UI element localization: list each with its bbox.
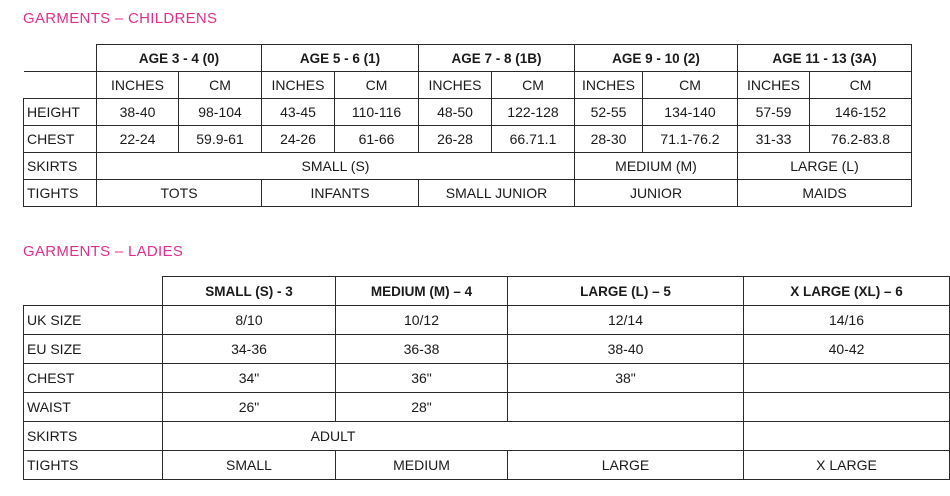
table-cell: 76.2-83.8 — [810, 126, 912, 153]
unit-header: CM — [643, 72, 738, 99]
table-cell: SMALL (S) — [97, 153, 575, 180]
row-label: SKIRTS — [24, 422, 163, 451]
table-cell: 146-152 — [810, 99, 912, 126]
row-label: TIGHTS — [24, 180, 97, 207]
table-cell: 28" — [336, 393, 508, 422]
table-row — [24, 180, 912, 207]
table-cell: MEDIUM (M) — [575, 153, 738, 180]
table-cell: X LARGE — [744, 451, 950, 480]
unit-header: CM — [492, 72, 575, 99]
table-cell: 71.1-76.2 — [643, 126, 738, 153]
age-header: AGE 5 - 6 (1) — [262, 45, 419, 72]
children-heading: GARMENTS – CHILDRENS — [23, 10, 218, 27]
table-cell: LARGE (L) — [738, 153, 912, 180]
table-row — [24, 335, 950, 364]
table-cell: 66.71.1 — [492, 126, 575, 153]
unit-header: INCHES — [575, 72, 643, 99]
table-row — [24, 422, 950, 451]
table-cell: SMALL JUNIOR — [419, 180, 575, 207]
size-header: SMALL (S) - 3 — [163, 277, 336, 306]
children-size-table — [23, 44, 912, 207]
age-header: AGE 3 - 4 (0) — [97, 45, 262, 72]
table-cell: 34-36 — [163, 335, 336, 364]
unit-header: CM — [810, 72, 912, 99]
table-cell: 31-33 — [738, 126, 810, 153]
unit-header: INCHES — [262, 72, 335, 99]
table-cell: 40-42 — [744, 335, 950, 364]
table-cell: SMALL — [163, 451, 336, 480]
table-row — [24, 153, 912, 180]
size-header: X LARGE (XL) – 6 — [744, 277, 950, 306]
table-cell: 22-24 — [97, 126, 179, 153]
row-label: SKIRTS — [24, 153, 97, 180]
row-label: CHEST — [24, 126, 97, 153]
table-cell — [744, 393, 950, 422]
size-header-row — [24, 277, 950, 306]
table-cell — [744, 364, 950, 393]
table-cell: 38" — [508, 364, 744, 393]
row-label: UK SIZE — [24, 306, 163, 335]
table-cell: 38-40 — [97, 99, 179, 126]
table-cell: 24-26 — [262, 126, 335, 153]
age-header-row — [24, 45, 912, 72]
table-cell: 57-59 — [738, 99, 810, 126]
ladies-size-table — [23, 276, 950, 480]
table-cell: 38-40 — [508, 335, 744, 364]
table-cell: 134-140 — [643, 99, 738, 126]
row-label: EU SIZE — [24, 335, 163, 364]
table-cell: MEDIUM — [336, 451, 508, 480]
row-label: TIGHTS — [24, 451, 163, 480]
table-cell: 36" — [336, 364, 508, 393]
table-cell: 8/10 — [163, 306, 336, 335]
skirts-adult-value: ADULT — [310, 427, 356, 444]
table-cell: JUNIOR — [575, 180, 738, 207]
size-header: MEDIUM (M) – 4 — [336, 277, 508, 306]
corner-cell — [24, 72, 97, 99]
table-row — [24, 99, 912, 126]
table-cell: 52-55 — [575, 99, 643, 126]
size-header: LARGE (L) – 5 — [508, 277, 744, 306]
table-cell: 43-45 — [262, 99, 335, 126]
unit-header: CM — [179, 72, 262, 99]
table-cell: INFANTS — [262, 180, 419, 207]
age-header: AGE 9 - 10 (2) — [575, 45, 738, 72]
table-cell: 59.9-61 — [179, 126, 262, 153]
table-cell: 34" — [163, 364, 336, 393]
table-row — [24, 451, 950, 480]
row-label: CHEST — [24, 364, 163, 393]
table-cell — [508, 393, 744, 422]
table-cell — [744, 422, 950, 451]
table-cell — [163, 422, 744, 451]
table-cell: TOTS — [97, 180, 262, 207]
table-cell: 14/16 — [744, 306, 950, 335]
row-label: HEIGHT — [24, 99, 97, 126]
table-cell: LARGE — [508, 451, 744, 480]
table-cell: 36-38 — [336, 335, 508, 364]
table-cell: 26-28 — [419, 126, 492, 153]
table-cell: 110-116 — [335, 99, 419, 126]
age-header: AGE 7 - 8 (1B) — [419, 45, 575, 72]
unit-header-row — [24, 72, 912, 99]
ladies-heading: GARMENTS – LADIES — [23, 243, 184, 260]
corner-cell — [24, 45, 97, 72]
table-cell: 98-104 — [179, 99, 262, 126]
table-cell: 122-128 — [492, 99, 575, 126]
table-row — [24, 126, 912, 153]
unit-header: INCHES — [97, 72, 179, 99]
table-cell: 26" — [163, 393, 336, 422]
unit-header: INCHES — [419, 72, 492, 99]
age-header: AGE 11 - 13 (3A) — [738, 45, 912, 72]
corner-cell — [24, 277, 163, 306]
table-cell: 48-50 — [419, 99, 492, 126]
table-cell: 10/12 — [336, 306, 508, 335]
unit-header: CM — [335, 72, 419, 99]
table-row — [24, 393, 950, 422]
unit-header: INCHES — [738, 72, 810, 99]
table-row — [24, 364, 950, 393]
table-cell: 28-30 — [575, 126, 643, 153]
table-cell: 12/14 — [508, 306, 744, 335]
row-label: WAIST — [24, 393, 163, 422]
table-cell: MAIDS — [738, 180, 912, 207]
table-row — [24, 306, 950, 335]
table-cell: 61-66 — [335, 126, 419, 153]
